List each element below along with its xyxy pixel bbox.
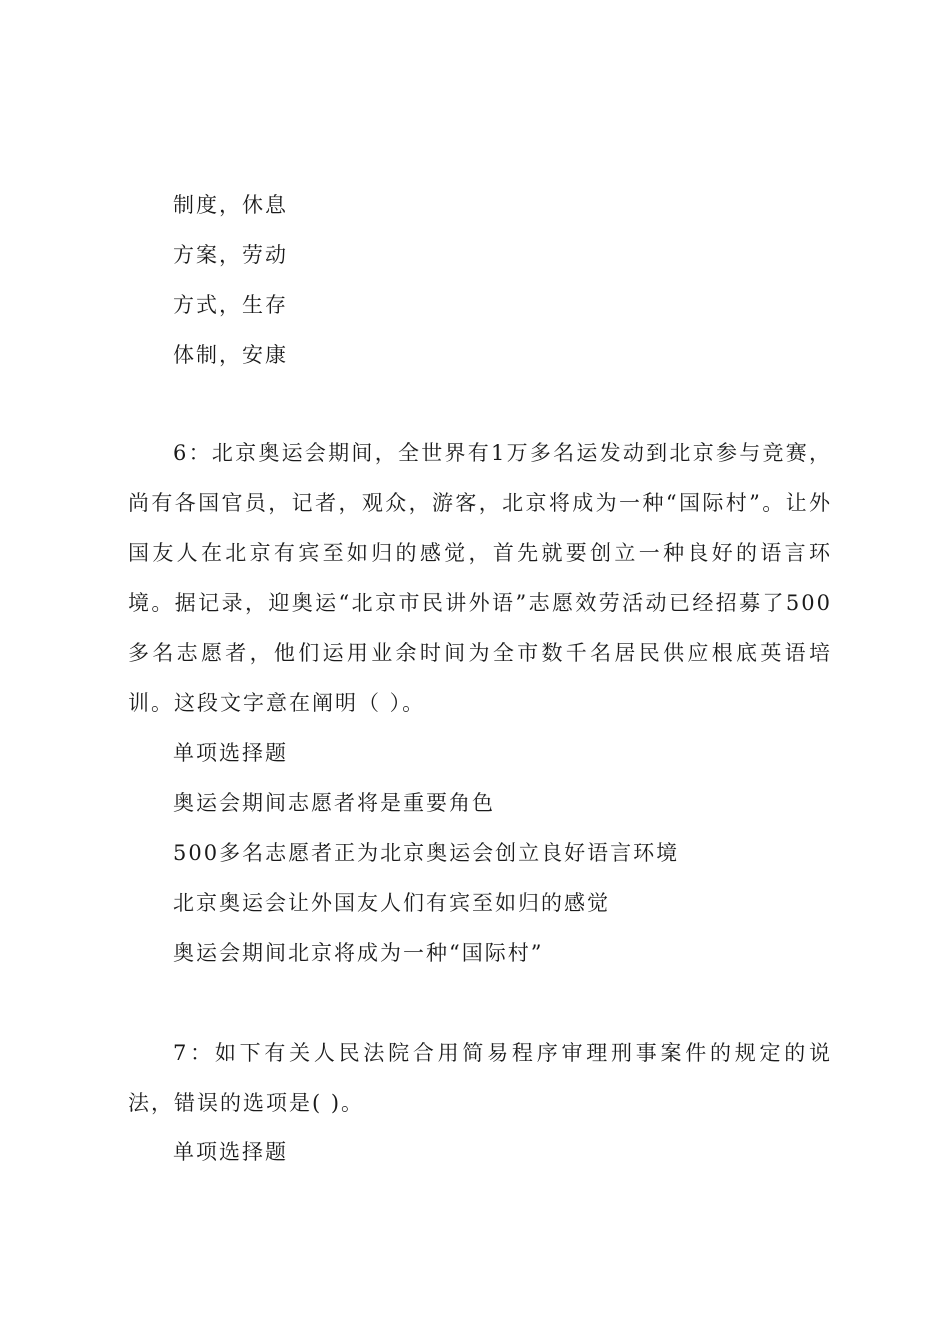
q6-option-1: 奥运会期间志愿者将是重要角色 (173, 791, 495, 815)
q5-option-1: 制度，休息 (173, 193, 288, 217)
q6-question-type: 单项选择题 (173, 741, 288, 765)
q7-question-type: 单项选择题 (173, 1140, 288, 1164)
q5-option-2: 方案，劳动 (173, 243, 288, 267)
q5-option-4: 体制，安康 (173, 343, 288, 367)
q6-option-4: 奥运会期间北京将成为一种“国际村” (173, 941, 544, 965)
q6-stem: 6：北京奥运会期间，全世界有1万多名运发动到北京参与竞赛，尚有各国官员，记者，观众，游客，北京将成为一种“国际村”。让外国友人在北京有宾至如归的感觉，首先就要创立一种良好的语言环境。据记录，迎奥运“北京市民讲外语”志愿效劳活动已经招募了500多名志愿者，他们运用业余时间为全市数千名居民供应根底英语培训。这段文字意在阐明（ ）。 (128, 441, 832, 715)
q7-stem: 7：如下有关人民法院合用简易程序审理刑事案件的规定的说法，错误的选项是( )。 (128, 1041, 832, 1115)
q5-option-3: 方式，生存 (173, 293, 288, 317)
q6-option-2: 500多名志愿者正为北京奥运会创立良好语言环境 (173, 841, 680, 865)
q6-option-3: 北京奥运会让外国友人们有宾至如归的感觉 (173, 891, 610, 915)
